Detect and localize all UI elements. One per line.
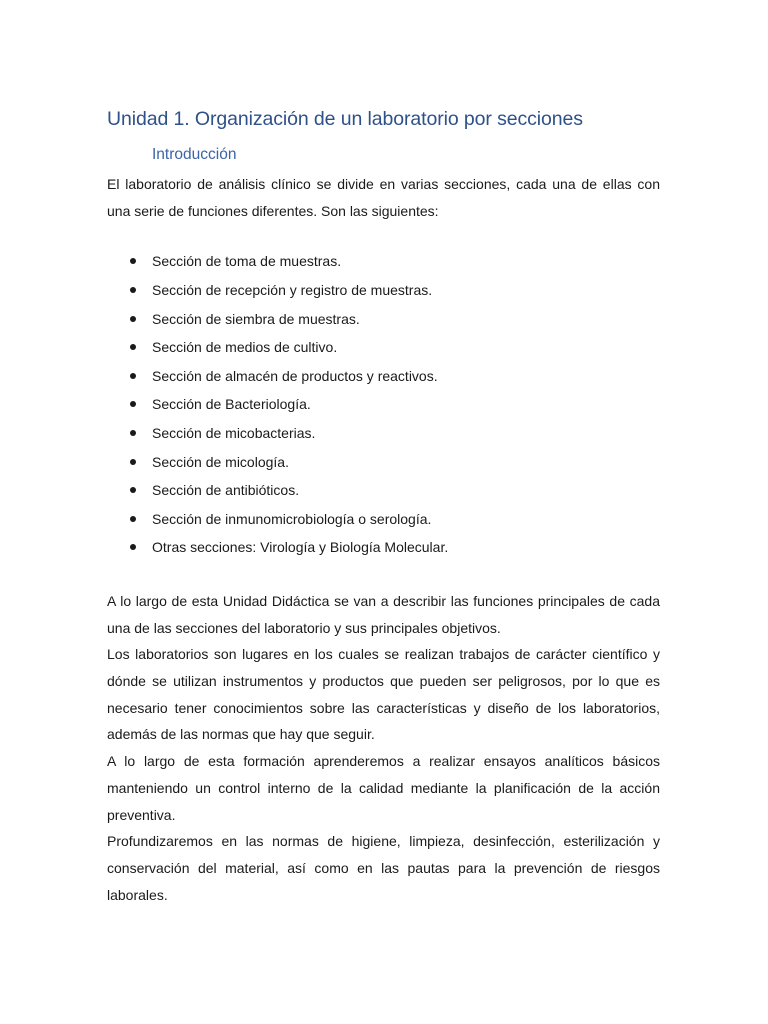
bullet-icon [130, 316, 136, 322]
body-paragraph: Profundizaremos en las normas de higiene, limpieza, desinfección, esterilización y conservación del material, así como en las pautas para la prevención de riesgos laborales. [107, 833, 660, 903]
list-item [107, 305, 660, 334]
list-item [107, 533, 660, 562]
list-item [107, 333, 660, 362]
list-item [107, 276, 660, 305]
body-text [107, 588, 660, 908]
list-item [107, 390, 660, 419]
list-item-text: Sección de siembra de muestras. [152, 310, 360, 327]
document-title: Unidad 1. Organización de un laboratorio por secciones [107, 108, 583, 130]
list-item-text: Sección de almacén de productos y reactivos. [152, 367, 438, 384]
bullet-icon [130, 258, 136, 264]
bullet-icon [130, 544, 136, 550]
intro-paragraph: El laboratorio de análisis clínico se divide en varias secciones, cada una de ellas con una serie de funciones diferentes. Son las siguientes: [107, 176, 660, 219]
list-item-text: Sección de antibióticos. [152, 482, 300, 499]
list-item-text: Sección de micobacterias. [152, 424, 316, 441]
bullet-icon [130, 430, 136, 436]
bullet-icon [130, 487, 136, 493]
list-item [107, 419, 660, 448]
body-paragraph: A lo largo de esta Unidad Didáctica se van a describir las funciones principales de cada una de las secciones del laboratorio y sus principales objetivos. [107, 592, 660, 636]
list-item [107, 476, 660, 505]
body-paragraph: Los laboratorios son lugares en los cuales se realizan trabajos de carácter científico y dónde se utilizan instrumentos y productos que pueden ser peligrosos, por lo que es necesario tener conocimientos sobre las características y diseño de los laboratorios, además de las normas que hay que seguir. [107, 646, 660, 743]
bullet-icon [130, 401, 136, 407]
document-page [107, 104, 660, 908]
list-item [107, 505, 660, 534]
sections-list [107, 247, 660, 562]
section-heading-introduccion: Introducción [152, 146, 237, 163]
body-paragraph: A lo largo de esta formación aprenderemos a realizar ensayos analíticos básicos manteniendo un control interno de la calidad mediante la planificación de la acción preventiva. [107, 753, 660, 823]
list-item-text: Sección de micología. [152, 453, 289, 470]
bullet-icon [130, 459, 136, 465]
list-item-text: Sección de recepción y registro de muestras. [152, 282, 433, 298]
bullet-icon [130, 373, 136, 379]
list-item-text: Otras secciones: Virología y Biología Molecular. [152, 539, 449, 556]
list-item-text: Sección de medios de cultivo. [152, 339, 338, 356]
list-item [107, 362, 660, 391]
list-item-text: Sección de Bacteriología. [152, 396, 311, 413]
list-item-text: Sección de toma de muestras. [152, 253, 342, 270]
bullet-icon [130, 344, 136, 350]
list-item [107, 247, 660, 276]
bullet-icon [130, 287, 136, 293]
list-item-text: Sección de inmunomicrobiología o serología. [152, 510, 432, 527]
list-item [107, 448, 660, 477]
bullet-icon [130, 516, 136, 522]
